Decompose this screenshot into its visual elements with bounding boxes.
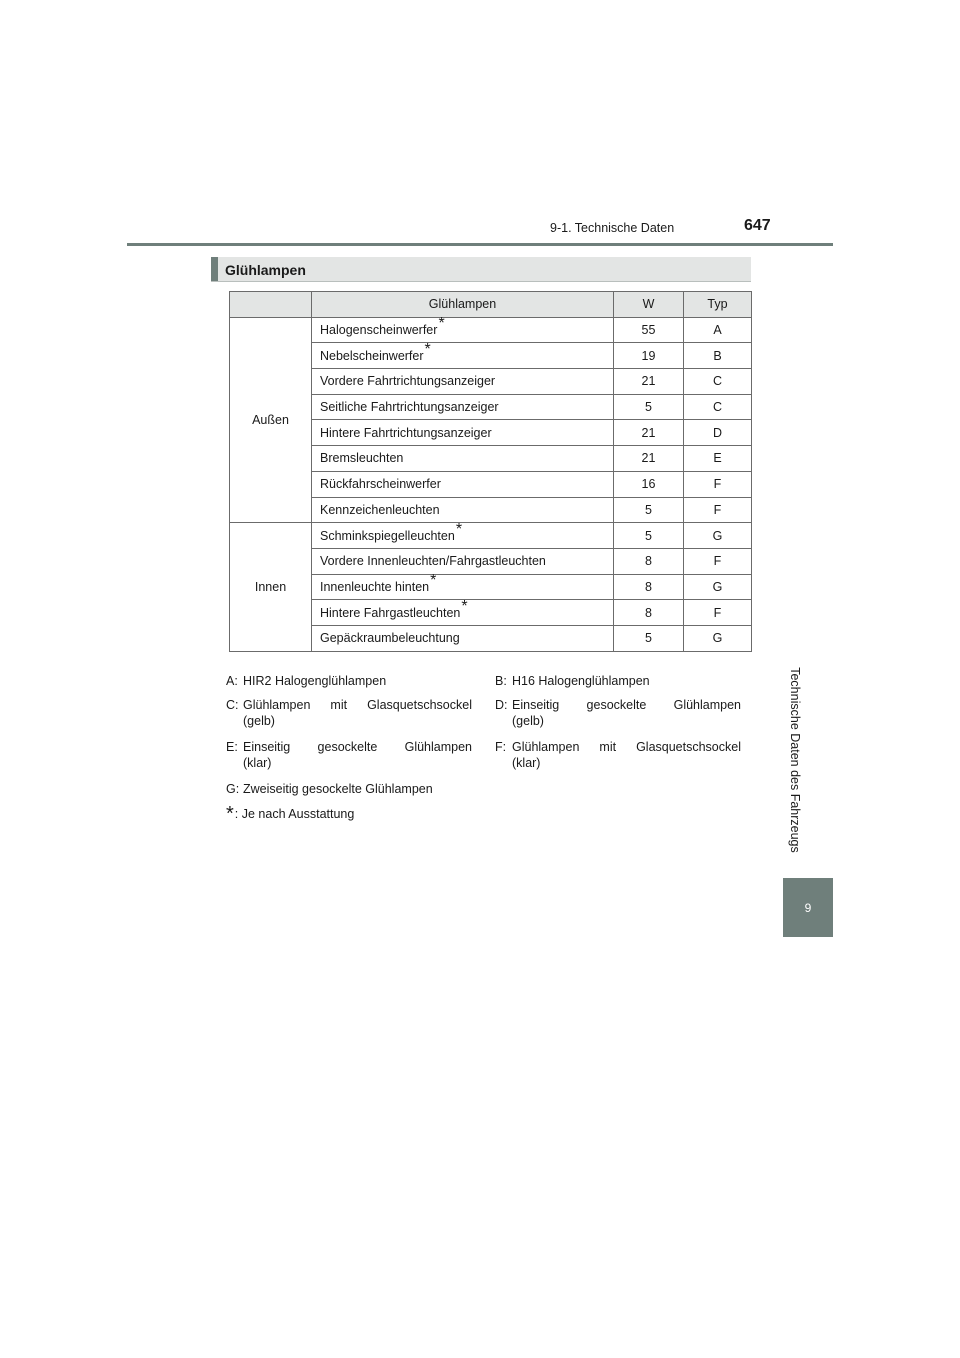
watt-cell: 8 — [614, 548, 684, 574]
footnote-marker: * — [430, 571, 437, 589]
section-heading-accent — [211, 257, 218, 281]
legend-text: H16 Halogenglühlampen — [512, 674, 650, 688]
page-number: 647 — [744, 217, 771, 234]
table-row — [230, 317, 752, 343]
watt-cell: 5 — [614, 625, 684, 651]
bulb-name-cell — [312, 625, 614, 651]
watt-cell: 21 — [614, 369, 684, 395]
legend-key: F: — [495, 740, 507, 754]
bulb-name-cell — [312, 571, 614, 600]
watt-cell: 16 — [614, 471, 684, 497]
header-cell-watt: W — [614, 292, 684, 318]
bulb-name: Halogenscheinwerfer — [320, 323, 438, 338]
header-cell-group — [230, 292, 312, 318]
legend-text-continued: (gelb) — [512, 714, 544, 728]
bulb-name: Hintere Fahrgastleuchten — [320, 605, 461, 620]
bulb-name: Rückfahrscheinwerfer — [320, 477, 441, 492]
table-row — [230, 523, 752, 549]
legend-key: G: — [226, 782, 240, 796]
legend-key: B: — [495, 674, 507, 688]
table-header-row — [230, 292, 752, 318]
footnote-marker: * — [455, 520, 463, 538]
bulb-name-cell — [312, 597, 614, 626]
footnote-marker: * — [438, 315, 445, 333]
legend-text-continued: (gelb) — [243, 714, 275, 728]
bulb-name: Hintere Fahrtrichtungsanzeiger — [320, 425, 492, 440]
type-cell: F — [684, 600, 752, 626]
legend-text: Einseitig gesockelte Glühlampen — [243, 740, 472, 754]
watt-cell: 5 — [614, 394, 684, 420]
type-cell: G — [684, 574, 752, 600]
bulb-name-cell — [312, 548, 614, 574]
watt-cell: 19 — [614, 343, 684, 369]
type-cell: C — [684, 394, 752, 420]
type-cell: F — [684, 471, 752, 497]
watt-cell: 21 — [614, 420, 684, 446]
bulb-name: Gepäckraumbeleuchtung — [320, 631, 460, 646]
watt-cell: 5 — [614, 523, 684, 549]
watt-cell: 55 — [614, 317, 684, 343]
legend-text: HIR2 Halogenglühlampen — [243, 674, 387, 688]
footnote-marker: * — [461, 597, 468, 615]
legend-key: D: — [495, 698, 508, 712]
footnote — [226, 801, 354, 824]
legend-text: Glühlampen mit Glasquetschsockel — [512, 740, 741, 754]
header-cell-type: Typ — [684, 292, 752, 318]
bulb-name-cell — [312, 317, 614, 343]
legend-text: Einseitig gesockelte Glühlampen — [512, 698, 741, 712]
type-cell: F — [684, 497, 752, 523]
type-cell: E — [684, 446, 752, 472]
legend-text-continued: (klar) — [243, 756, 272, 770]
bulb-name-cell — [312, 471, 614, 497]
bulb-name-cell — [312, 446, 614, 472]
group-label-cell: Außen — [230, 317, 312, 523]
header-divider — [127, 243, 833, 246]
chapter-side-label-text: Technische Daten des Fahrzeugs — [788, 667, 802, 853]
watt-cell: 8 — [614, 600, 684, 626]
table-body — [230, 317, 752, 651]
bulb-name: Bremsleuchten — [320, 451, 404, 466]
bulb-name: Vordere Fahrtrichtungsanzeiger — [320, 374, 496, 389]
bulb-table — [229, 291, 752, 652]
watt-cell: 5 — [614, 497, 684, 523]
bulb-name-cell — [312, 340, 614, 369]
chapter-side-label — [787, 662, 803, 858]
group-label-cell: Innen — [230, 523, 312, 651]
legend-key: A: — [226, 674, 238, 688]
bulb-name: Seitliche Fahrtrichtungsanzeiger — [320, 400, 499, 415]
legend-text: Glühlampen mit Glasquetschsockel — [243, 698, 472, 712]
bulb-name: Vordere Innenleuchten/Fahrgastleuchten — [320, 554, 546, 569]
bulb-name: Kennzeichenleuchten — [320, 502, 440, 517]
chapter-tab[interactable] — [783, 878, 833, 937]
watt-cell: 8 — [614, 574, 684, 600]
type-cell: C — [684, 369, 752, 395]
type-cell: G — [684, 625, 752, 651]
type-cell: G — [684, 523, 752, 549]
bulb-name: Schminkspiegelleuchten — [320, 528, 455, 543]
chapter-tab-number: 9 — [804, 900, 812, 915]
footnote-text: : Je nach Ausstattung — [234, 807, 355, 821]
bulb-name: Nebelscheinwerfer — [320, 348, 424, 363]
header-section-title: 9-1. Technische Daten — [550, 221, 675, 235]
type-cell: B — [684, 343, 752, 369]
type-cell: D — [684, 420, 752, 446]
watt-cell: 21 — [614, 446, 684, 472]
bulb-name-cell — [312, 420, 614, 446]
legend-key: C: — [226, 698, 239, 712]
footnote-marker: * — [424, 340, 431, 358]
legend-text: Zweiseitig gesockelte Glühlampen — [243, 782, 433, 796]
type-cell: F — [684, 548, 752, 574]
bulb-name-cell — [312, 520, 614, 549]
bulb-name-cell — [312, 369, 614, 395]
legend-text-continued: (klar) — [512, 756, 541, 770]
type-cell: A — [684, 317, 752, 343]
bulb-name-cell — [312, 497, 614, 523]
header-cell-bulb: Glühlampen — [312, 292, 614, 318]
bulb-name-cell — [312, 394, 614, 420]
section-heading — [211, 257, 751, 282]
section-heading-text: Glühlampen — [225, 262, 306, 278]
footnote-star: * — [226, 803, 234, 825]
legend-key: E: — [226, 740, 238, 754]
bulb-name: Innenleuchte hinten — [320, 579, 430, 594]
